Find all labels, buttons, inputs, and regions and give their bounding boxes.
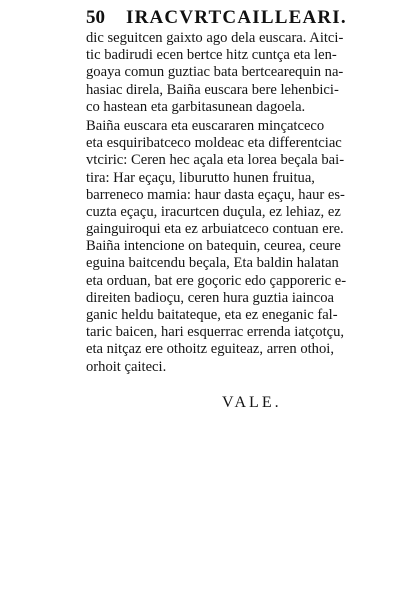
text-line: dic seguitcen gaixto ago dela euscara. Aitci- bbox=[86, 30, 344, 46]
text-line: ganic heldu baitateque, eta ez eneganic fal- bbox=[86, 307, 338, 323]
text-line: cuzta eçaçu, iracurtcen duçula, ez lehiaz, ez bbox=[86, 203, 341, 220]
text-line: tic badirudi ecen bertce hitz cuntça eta len- bbox=[86, 47, 337, 64]
running-head: IRACVRTCAILLEARI. bbox=[126, 7, 347, 28]
text-line: co hastean eta garbitasunean dagoela. bbox=[86, 98, 306, 115]
text-line: eta nitçaz ere othoitz eguiteaz, arren othoi, bbox=[86, 341, 334, 358]
page-header bbox=[86, 6, 416, 30]
text-line: direiten badioçu, ceren hura guztia iaincoa bbox=[86, 289, 334, 306]
text-line: taric baicen, hari esquerrac errenda iatçotçu, bbox=[86, 324, 345, 341]
text-line: eta esquiribatceco moldeac eta differentciac bbox=[86, 135, 342, 152]
text-line: gainguiroqui eta ez arbuiatceco contuan ere. bbox=[86, 221, 344, 238]
text-line: Baiña intencione on batequin, ceurea, ceure bbox=[86, 238, 341, 255]
page-number: 50 bbox=[86, 7, 105, 28]
closing-word: VALE. bbox=[222, 394, 282, 411]
text-line: vtciric: Ceren hec açala eta lorea beçala bai- bbox=[86, 152, 345, 169]
text-line: Baiña euscara eta euscararen minçatceco bbox=[86, 117, 325, 134]
text-line: eguina baitcendu beçala, Eta baldin halatan bbox=[86, 255, 339, 272]
text-line: tira: Har eçaçu, liburutto hunen fruitua, bbox=[86, 169, 315, 186]
text-line: hasiac direla, Baiña euscara bere lehenbici- bbox=[86, 81, 339, 98]
text-line: eta orduan, bat ere goçoric edo çapporeric e- bbox=[86, 272, 347, 289]
text-line: orhoit çaiteci. bbox=[86, 358, 167, 375]
text-line: goaya comun guztiac bata bertcearequin na- bbox=[86, 64, 344, 81]
text-line: barreneco mamia: haur dasta eçaçu, haur es- bbox=[86, 186, 345, 203]
body-text bbox=[86, 30, 376, 376]
